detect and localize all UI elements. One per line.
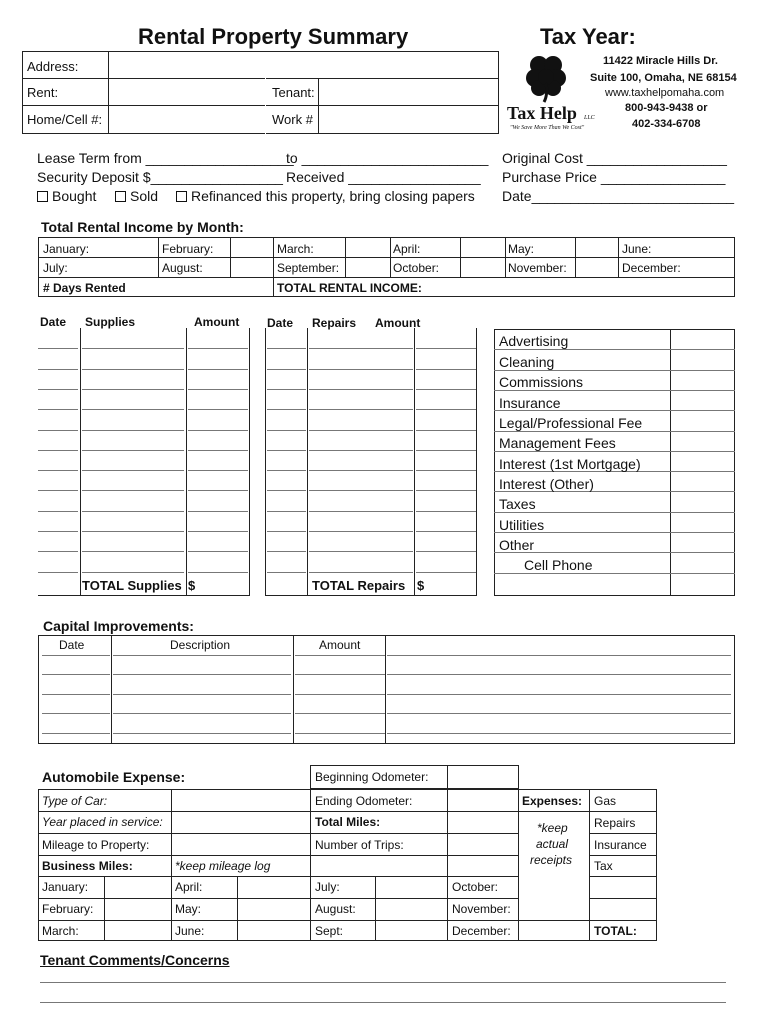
- capital-col-date: Date: [59, 638, 85, 652]
- company-phone2: 402-334-6708: [632, 118, 701, 130]
- row-line: [82, 551, 184, 552]
- auto-tax-label: Tax: [594, 859, 613, 873]
- row-line: [416, 470, 476, 471]
- row-line: [309, 430, 413, 431]
- logo-tagline: "We Save More Than We Cost": [510, 125, 585, 131]
- row-line: [309, 531, 413, 532]
- keep-receipts-line2: actual: [536, 837, 569, 851]
- income-mar: March:: [277, 242, 314, 256]
- row-line: [38, 430, 78, 431]
- expense-advertising: Advertising: [499, 333, 569, 349]
- home-cell-field[interactable]: [110, 107, 265, 131]
- auto-apr: April:: [175, 880, 203, 894]
- income-feb: February:: [162, 242, 214, 256]
- expense-cleaning: Cleaning: [499, 354, 555, 370]
- row-line: [309, 490, 413, 491]
- bought-checkbox[interactable]: [37, 191, 48, 202]
- row-line: [416, 348, 476, 349]
- business-miles-label: Business Miles:: [42, 859, 133, 873]
- auto-jul: July:: [315, 880, 340, 894]
- row-line: [38, 551, 78, 552]
- expense-management: Management Fees: [499, 435, 616, 451]
- bought-label: Bought: [52, 188, 97, 204]
- tenant-field[interactable]: [320, 80, 497, 104]
- row-line: [188, 531, 248, 532]
- row-line: [188, 409, 248, 410]
- comment-line[interactable]: [40, 982, 726, 983]
- auto-insurance-label: Insurance: [594, 838, 647, 852]
- row-line: [267, 348, 306, 349]
- expense-insurance: Insurance: [499, 395, 561, 411]
- work-field[interactable]: [320, 107, 497, 131]
- row-line: [38, 450, 78, 451]
- row-line: [38, 470, 78, 471]
- supplies-col-item: Supplies: [85, 315, 136, 329]
- row-line: [416, 389, 476, 390]
- expense-cell-phone: Cell Phone: [524, 557, 593, 573]
- year-placed-label: Year placed in service:: [42, 815, 163, 829]
- auto-heading: Automobile Expense:: [42, 769, 186, 785]
- row-line: [416, 490, 476, 491]
- purchase-price[interactable]: Purchase Price ________________: [502, 169, 726, 185]
- row-line: [309, 389, 413, 390]
- row-line: [188, 450, 248, 451]
- row-line: [387, 733, 731, 734]
- row-line: [267, 551, 306, 552]
- row-line: [113, 674, 291, 675]
- auto-mar: March:: [42, 924, 79, 938]
- row-line: [82, 369, 184, 370]
- sold-checkbox[interactable]: [115, 191, 126, 202]
- rent-label: Rent:: [27, 85, 59, 100]
- total-income-label: TOTAL RENTAL INCOME:: [277, 281, 422, 295]
- row-line: [82, 490, 184, 491]
- row-line: [82, 572, 184, 573]
- income-nov: November:: [508, 261, 567, 275]
- income-jun: June:: [622, 242, 652, 256]
- row-line: [188, 572, 248, 573]
- row-line: [38, 348, 78, 349]
- row-line: [267, 450, 306, 451]
- auto-jan: January:: [42, 880, 89, 894]
- row-line: [494, 390, 735, 391]
- refinanced-checkbox[interactable]: [176, 191, 187, 202]
- row-line: [188, 389, 248, 390]
- row-line: [188, 470, 248, 471]
- tenant-comments-heading: Tenant Comments/Concerns: [40, 952, 230, 968]
- row-line: [113, 713, 291, 714]
- row-line: [82, 531, 184, 532]
- keep-receipts-line3: receipts: [530, 853, 573, 867]
- row-line: [113, 655, 291, 656]
- row-line: [416, 409, 476, 410]
- row-line: [38, 511, 78, 512]
- row-line: [295, 713, 385, 714]
- capital-col-description: Description: [170, 638, 231, 652]
- row-line: [387, 713, 731, 714]
- row-line: [295, 655, 385, 656]
- supplies-col-amount: Amount: [194, 315, 240, 329]
- auto-may: May:: [175, 902, 202, 916]
- tax-year-label: Tax Year:: [540, 24, 636, 49]
- address-field[interactable]: [110, 53, 497, 77]
- company-website[interactable]: www.taxhelpomaha.com: [605, 87, 725, 99]
- row-line: [387, 655, 731, 656]
- expense-utilities: Utilities: [499, 517, 545, 533]
- beginning-odometer-label: Beginning Odometer:: [315, 770, 429, 784]
- lease-term-to[interactable]: to ________________________: [286, 150, 489, 166]
- row-line: [38, 490, 78, 491]
- income-jan: January:: [43, 242, 90, 256]
- supplies-total-label: TOTAL Supplies: [82, 578, 182, 593]
- row-line: [416, 450, 476, 451]
- row-line: [38, 389, 78, 390]
- income-sep: September:: [277, 261, 340, 275]
- income-apr: April:: [393, 242, 421, 256]
- row-line: [188, 511, 248, 512]
- repairs-table: [265, 328, 477, 596]
- row-line: [188, 490, 248, 491]
- type-of-car-label: Type of Car:: [42, 794, 108, 808]
- row-line: [309, 369, 413, 370]
- row-line: [309, 450, 413, 451]
- auto-sept: Sept:: [315, 924, 344, 938]
- row-line: [38, 572, 78, 573]
- row-line: [113, 733, 291, 734]
- row-line: [267, 531, 306, 532]
- row-line: [188, 430, 248, 431]
- row-line: [494, 349, 735, 350]
- row-line: [416, 369, 476, 370]
- address-label: Address:: [27, 59, 79, 74]
- refinanced-label: Refinanced this property, bring closing papers: [191, 188, 475, 204]
- mileage-to-property-label: Mileage to Property:: [42, 838, 150, 852]
- row-line: [113, 694, 291, 695]
- auto-feb: February:: [42, 902, 94, 916]
- row-line: [38, 531, 78, 532]
- company-address1: 11422 Miracle Hills Dr.: [603, 55, 718, 67]
- expense-commissions: Commissions: [499, 374, 584, 390]
- row-line: [267, 369, 306, 370]
- auto-expenses-label: Expenses:: [522, 794, 583, 808]
- row-line: [267, 430, 306, 431]
- row-line: [82, 389, 184, 390]
- row-line: [82, 450, 184, 451]
- row-line: [387, 694, 731, 695]
- row-line: [416, 551, 476, 552]
- capital-col-amount: Amount: [319, 638, 361, 652]
- income-aug: August:: [162, 261, 203, 275]
- income-oct: October:: [393, 261, 440, 275]
- row-line: [82, 348, 184, 349]
- keep-mileage-log-note: *keep mileage log: [175, 859, 271, 873]
- row-line: [38, 369, 78, 370]
- expense-interest-mortgage: Interest (1st Mortgage): [499, 456, 641, 472]
- rent-field[interactable]: [110, 80, 265, 104]
- comment-line[interactable]: [40, 1002, 726, 1003]
- row-line: [38, 409, 78, 410]
- row-line: [309, 470, 413, 471]
- purchase-date[interactable]: Date__________________________: [502, 188, 735, 204]
- repairs-total-currency: $: [417, 578, 425, 593]
- security-deposit[interactable]: Security Deposit $_________________: [37, 169, 283, 185]
- row-line: [295, 674, 385, 675]
- row-line: [42, 694, 110, 695]
- row-line: [309, 551, 413, 552]
- auto-dec: December:: [452, 924, 511, 938]
- logo-llc: LLC: [584, 115, 595, 121]
- row-line: [82, 430, 184, 431]
- auto-nov: November:: [452, 902, 511, 916]
- auto-jun: June:: [175, 924, 205, 938]
- expense-other: Other: [499, 537, 535, 553]
- repairs-col-item: Repairs: [312, 316, 357, 330]
- auto-gas-label: Gas: [594, 794, 617, 808]
- row-line: [309, 572, 413, 573]
- capital-heading: Capital Improvements:: [43, 618, 194, 634]
- repairs-col-date: Date: [267, 316, 294, 330]
- auto-repairs-label: Repairs: [594, 816, 636, 830]
- total-miles-label: Total Miles:: [315, 815, 381, 829]
- row-line: [309, 409, 413, 410]
- row-line: [188, 551, 248, 552]
- row-line: [267, 572, 306, 573]
- number-of-trips-label: Number of Trips:: [315, 838, 404, 852]
- logo-name: Tax Help: [507, 103, 577, 123]
- row-line: [309, 348, 413, 349]
- row-line: [82, 409, 184, 410]
- company-address2: Suite 100, Omaha, NE 68154: [590, 72, 737, 84]
- company-phone1: 800-943-9438 or: [625, 102, 708, 114]
- deposit-received[interactable]: Received _________________: [286, 169, 481, 185]
- row-line: [295, 694, 385, 695]
- auto-aug: August:: [315, 902, 356, 916]
- row-line: [309, 511, 413, 512]
- keep-receipts-line1: *keep: [537, 821, 568, 835]
- row-line: [188, 348, 248, 349]
- expense-interest-other: Interest (Other): [499, 476, 594, 492]
- ending-odometer-label: Ending Odometer:: [315, 794, 413, 808]
- row-line: [267, 389, 306, 390]
- row-line: [82, 470, 184, 471]
- clover-logo-icon: [522, 53, 570, 103]
- row-line: [42, 733, 110, 734]
- row-line: [387, 674, 731, 675]
- row-line: [42, 655, 110, 656]
- row-line: [416, 511, 476, 512]
- sold-label: Sold: [130, 188, 159, 204]
- income-dec: December:: [622, 261, 681, 275]
- row-line: [188, 369, 248, 370]
- income-heading: Total Rental Income by Month:: [41, 219, 244, 235]
- row-line: [295, 733, 385, 734]
- lease-term-from[interactable]: Lease Term from ___________________: [37, 150, 294, 166]
- income-may: May:: [508, 242, 535, 256]
- row-line: [416, 430, 476, 431]
- row-line: [267, 490, 306, 491]
- page-title: Rental Property Summary: [138, 24, 409, 49]
- row-line: [267, 470, 306, 471]
- home-cell-label: Home/Cell #:: [27, 112, 103, 127]
- tenant-label: Tenant:: [272, 85, 315, 100]
- supplies-total-currency: $: [188, 578, 196, 593]
- repairs-total-label: TOTAL Repairs: [312, 578, 406, 593]
- supplies-table: [38, 328, 250, 596]
- days-rented-label: # Days Rented: [43, 281, 126, 295]
- supplies-col-date: Date: [40, 315, 67, 329]
- expense-taxes: Taxes: [499, 496, 536, 512]
- repairs-col-amount: Amount: [375, 316, 421, 330]
- auto-oct: October:: [452, 880, 499, 894]
- income-jul: July:: [43, 261, 68, 275]
- row-line: [416, 531, 476, 532]
- row-line: [267, 511, 306, 512]
- original-cost[interactable]: Original Cost __________________: [502, 150, 727, 166]
- row-line: [82, 511, 184, 512]
- auto-total-label: TOTAL:: [594, 924, 637, 938]
- row-line: [416, 572, 476, 573]
- expense-legal: Legal/Professional Fee: [499, 415, 643, 431]
- work-label: Work #: [272, 112, 313, 127]
- row-line: [42, 713, 110, 714]
- row-line: [42, 674, 110, 675]
- row-line: [267, 409, 306, 410]
